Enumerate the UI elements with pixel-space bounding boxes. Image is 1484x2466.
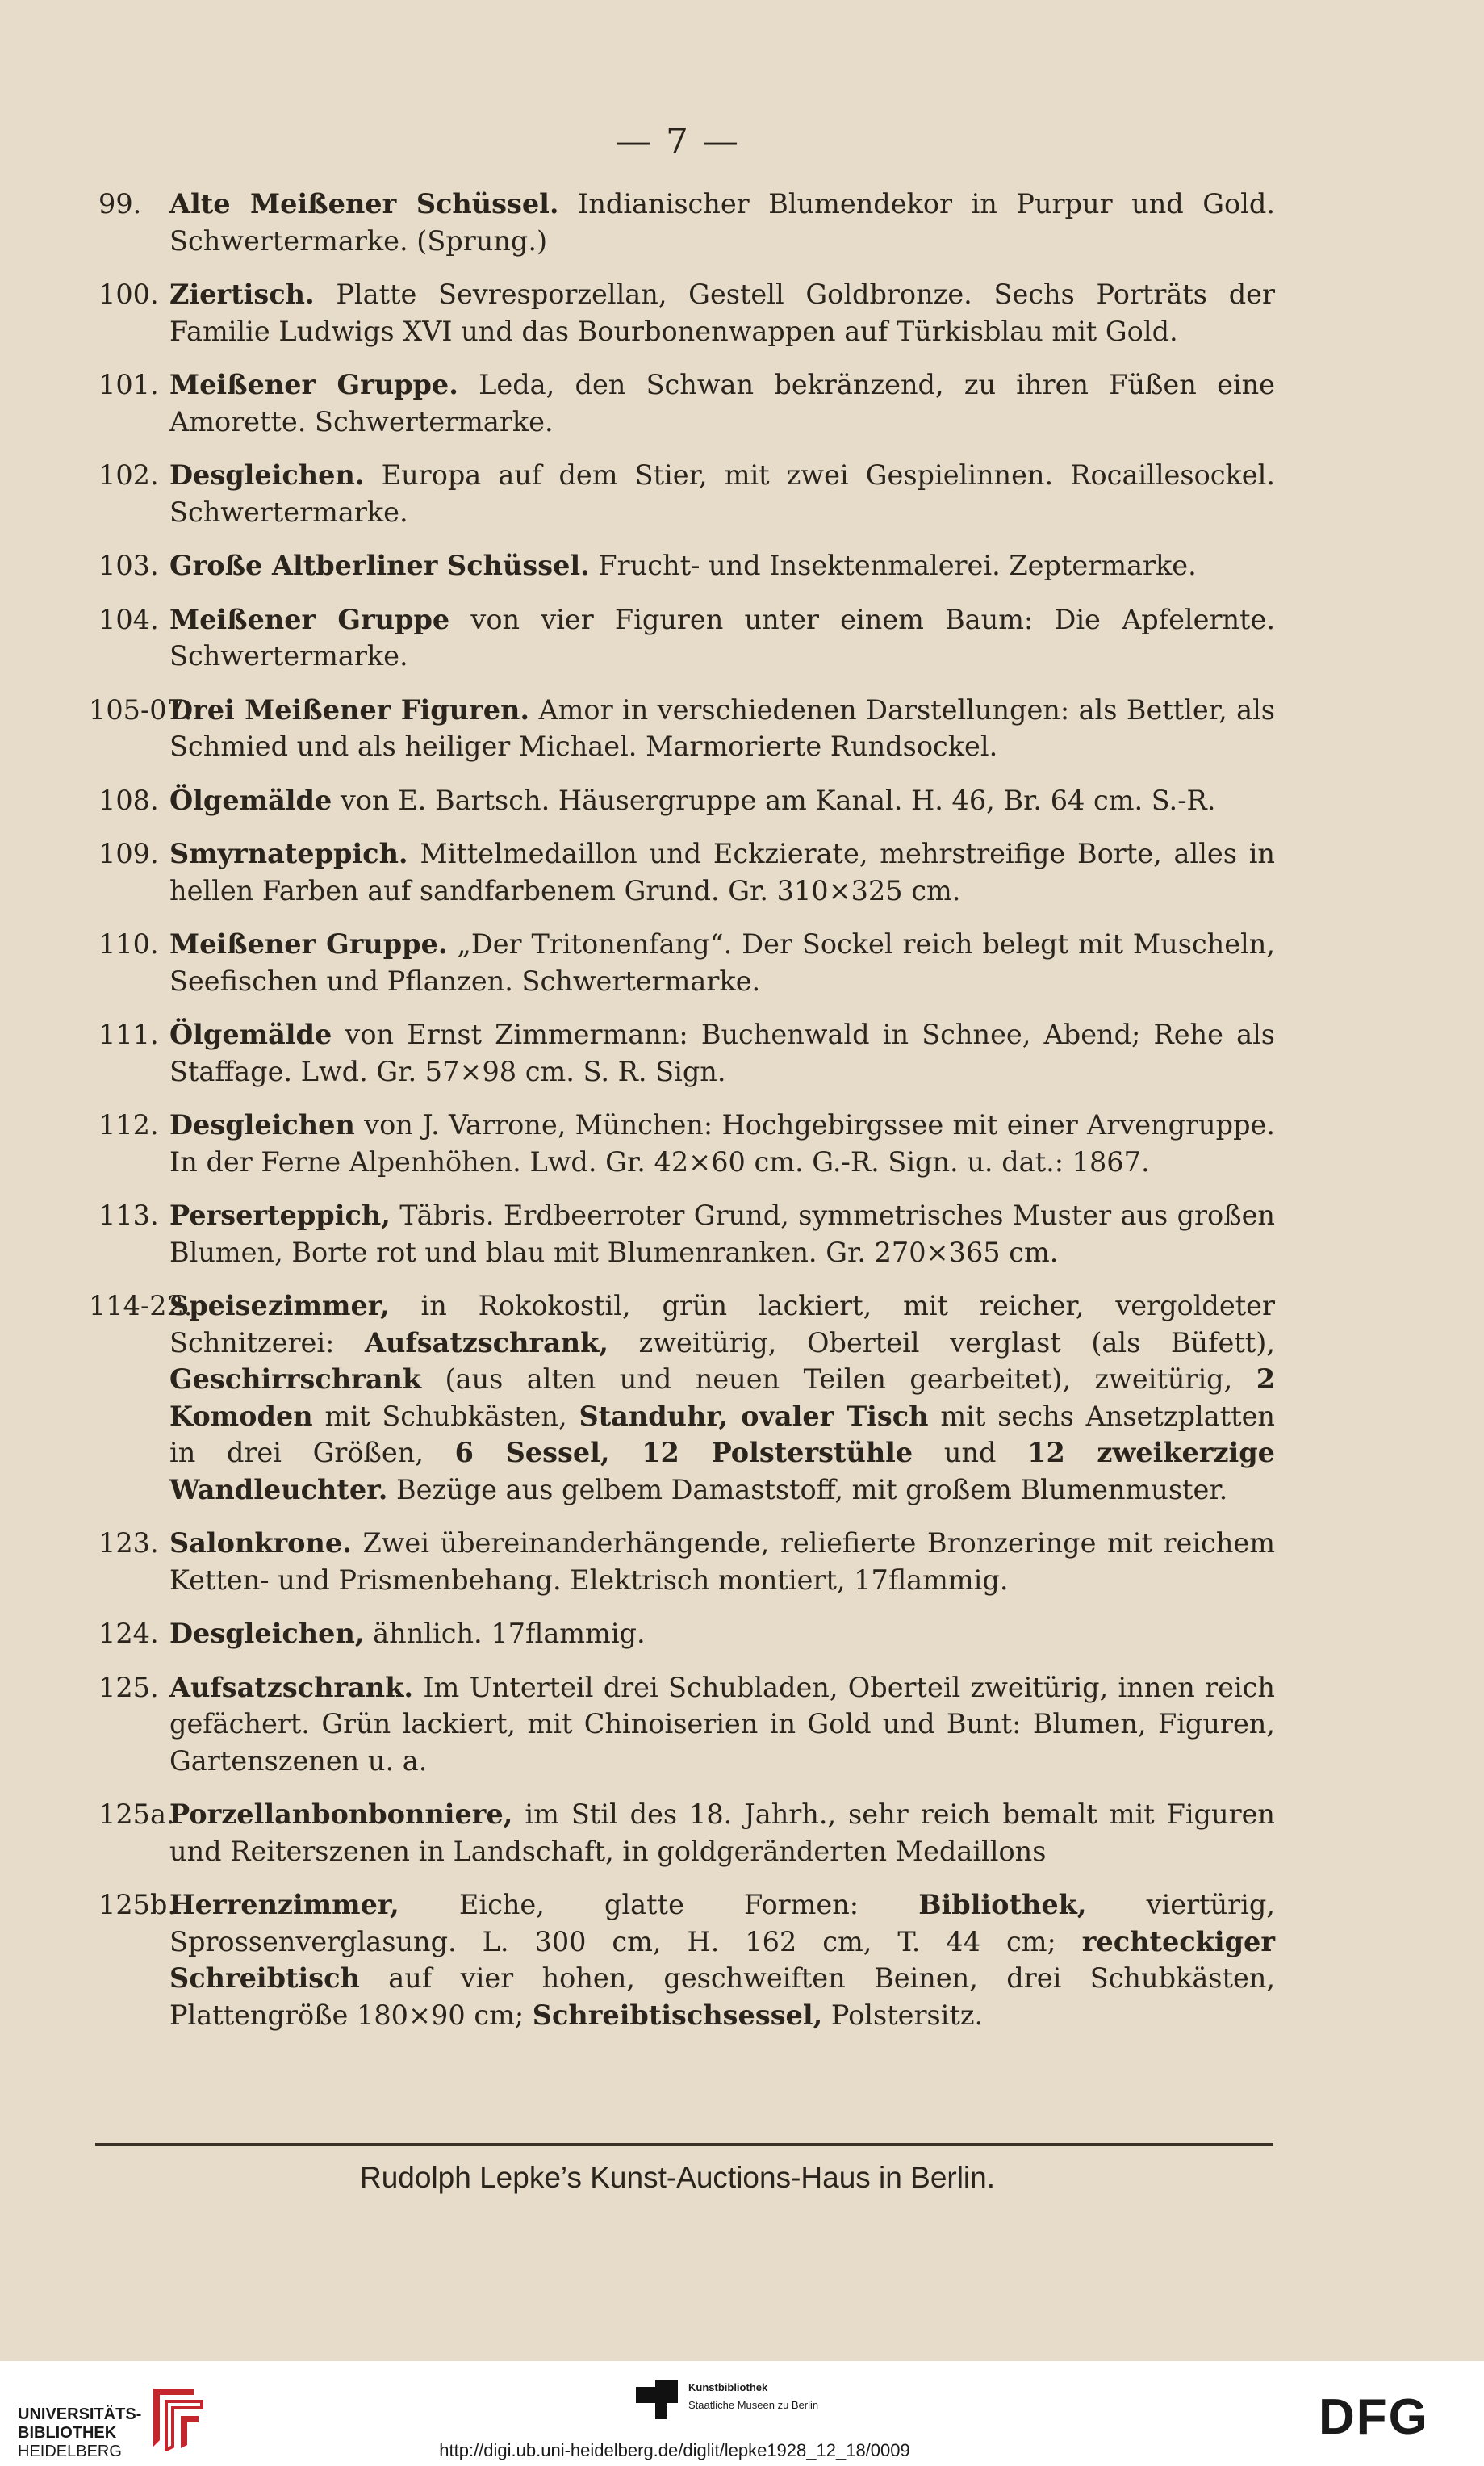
entry-title: Alte Meißener Schüssel. [169,188,559,220]
entry-number: 108. [98,784,159,816]
entry-text: auf vier hohen, geschweiften Beinen, drei Schubkästen, Plattengröße 180×90 cm; [169,1962,1275,2031]
entry-text: Europa auf dem Stier, mit zwei Gespielinnen. Rocaillesockel. Schwertermarke. [169,459,1275,528]
catalog-entry [89,1197,1275,1271]
catalog-entry [89,1016,1275,1090]
entry-number: 110. [98,928,159,960]
entry-number: 112. [98,1109,159,1141]
entry-title: Ziertisch. [169,278,315,310]
entry-text: mit sechs Ansetzplatten in drei Größen, [169,1400,1275,1468]
entry-title: rechteckiger Schreibtisch [169,1925,1275,1994]
entry-text: in Rokokostil, grün lackiert, mit reicher, vergoldeter Schnitzerei: [169,1290,1275,1359]
entry-title: Ölgemälde [169,1019,332,1050]
entry-title: Geschirrschrank [169,1363,422,1395]
entry-text: Amor in verschiedenen Darstellungen: als Bettler, als Schmied und als heiliger Michael. Marmorierte Rundsockel. [169,693,1276,762]
catalog-entry [89,1525,1275,1598]
entry-number: 103. [98,550,159,581]
catalog-entry [89,601,1275,675]
catalog-entry [89,366,1275,440]
entry-number: 124. [98,1618,159,1649]
catalog-entry [89,1669,1275,1780]
entry-text: Zwei übereinanderhängende, reliefierte Bronzeringe mit reichem Ketten- und Prismenbehang. Elektrisch montiert, 17flammig. [169,1527,1275,1596]
entry-text: zweitürig, Oberteil verglast (als Büfett), [608,1326,1275,1359]
entry-number: 100. [98,278,159,310]
kunstbibliothek-mark-icon [634,2379,679,2421]
entry-text: von J. Varrone, München: Hochgebirgssee mit einer Arvengruppe. In der Ferne Alpenhöhen. Lwd. Gr. 42×60 cm. G.-R. Sign. u. dat.: 1867. [169,1109,1275,1178]
entry-text: Bezüge aus gelbem Damaststoff, mit großem Blumenmuster. [387,1473,1228,1505]
entry-number: 109. [98,838,159,869]
entry-number: 99. [98,188,142,220]
entry-title: Aufsatzschrank. [169,1671,414,1703]
entry-title: Meißener Gruppe. [169,928,448,960]
publisher-footer: Rudolph Lepke’s Kunst-Auctions-Haus in Berlin. [359,2161,996,2194]
entry-text: ähnlich. 17flammig. [364,1618,646,1649]
catalog-entry [89,1287,1275,1508]
entry-text: Frucht- und Insektenmalerei. Zeptermarke. [589,550,1197,581]
entry-number: 104. [98,603,159,635]
entry-title: 2 Komoden [169,1363,1275,1432]
catalog-entries [89,186,1275,2050]
catalog-entry [89,692,1275,765]
entry-text: (aus alten und neuen Teilen gearbeitet), zweitürig, [421,1363,1256,1395]
entry-text: viertürig, Sprossenverglasung. L. 300 cm, H. 162 cm, T. 44 cm; [169,1889,1275,1957]
entry-number: 113. [98,1200,159,1231]
entry-text: Täbris. Erdbeerroter Grund, symmetrisches Muster aus großen Blumen, Borte rot und blau mit Blumenranken. Gr. 270×365 cm. [169,1200,1275,1268]
entry-text: Platte Sevresporzellan, Gestell Goldbronze. Sechs Porträts der Familie Ludwigs XVI und das Bourbonenwappen auf Türkisblau mit Gold. [169,278,1275,347]
catalog-entry [89,547,1275,584]
entry-title: Speisezimmer, [169,1290,390,1321]
footer-rule [95,2143,1273,2146]
entry-title: Ölgemälde [169,784,332,816]
entry-title: Bibliothek, [918,1889,1087,1920]
entry-title: 12 zweikerzige Wandleuchter. [169,1437,1275,1505]
entry-title: Meißener Gruppe. [169,369,458,400]
library-name: UNIVERSITÄTS- BIBLIOTHEK HEIDELBERG [18,2405,142,2460]
entry-number: 125. [98,1671,159,1703]
catalog-entry [89,276,1275,350]
entry-text: von E. Bartsch. Häusergruppe am Kanal. H. 46, Br. 64 cm. S.-R. [332,784,1216,816]
entry-text: Polstersitz. [822,1999,984,2031]
entry-title: Desgleichen, [169,1618,365,1649]
catalog-entry [89,457,1275,530]
entry-text: „Der Tritonenfang“. Der Sockel reich belegt mit Muscheln, Seefischen und Pflanzen. Schwertermarke. [169,928,1275,997]
entry-text: im Stil des 18. Jahrh., sehr reich bemalt mit Figuren und Reiterszenen in Landschaft, in goldgeränderten Medaillons [169,1798,1275,1867]
permalink-url[interactable]: http://digi.ub.uni-heidelberg.de/diglit/lepke1928_12_18/0009 [439,2440,910,2460]
entry-title: Salonkrone. [169,1527,352,1559]
entry-title: Herrenzimmer, [169,1889,399,1920]
catalog-entry [89,1107,1275,1180]
catalog-entry [89,1796,1275,1869]
entry-title: Drei Meißener Figuren. [169,693,530,726]
entry-text: Eiche, glatte Formen: [399,1889,919,1920]
entry-number: 114-22. [89,1290,193,1321]
entry-number: 123. [98,1527,159,1559]
catalog-entry [89,835,1275,909]
entry-number: 101. [98,369,159,400]
entry-text: Indianischer Blumendekor in Purpur und Gold. Schwertermarke. (Sprung.) [169,188,1275,257]
kunstbibliothek-logo[interactable] [634,2376,860,2424]
catalog-entry [89,186,1275,259]
entry-title: Aufsatzschrank, [365,1326,609,1359]
brand-bar [0,2361,1484,2466]
entry-title: Standuhr, ovaler Tisch [579,1400,929,1432]
catalog-entry [89,1615,1275,1652]
kunstbibliothek-text: Kunstbibliothek Staatliche Museen zu Berlin [688,2381,819,2411]
entry-number: 102. [98,459,159,491]
entry-title: Porzellanbonbonniere, [169,1798,513,1830]
entry-text: von vier Figuren unter einem Baum: Die Apfelernte. Schwertermarke. [169,603,1275,672]
catalog-entry [89,1886,1275,2033]
entry-text: Leda, den Schwan bekränzend, zu ihren Füßen eine Amorette. Schwertermarke. [169,369,1276,438]
entry-number: 105-07. [89,693,193,726]
page-number: — 7 — [616,121,740,162]
entry-title: Meißener Gruppe [169,603,450,635]
catalog-entry [89,782,1275,819]
entry-title: Schreibtischsessel, [532,1999,823,2031]
entry-title: Smyrnateppich. [169,838,408,869]
entry-number: 111. [98,1019,159,1050]
entry-number: 125b. [98,1889,177,1920]
entry-title: Große Altberliner Schüssel. [169,550,590,581]
entry-text: und [913,1437,1028,1468]
svg-text:DFG: DFG [1319,2392,1429,2440]
entry-text: Mittelmedaillon und Eckzierate, mehrstreifige Borte, alles in hellen Farben auf sandfarbenem Grund. Gr. 310×325 cm. [169,838,1275,906]
entry-title: Desgleichen [169,1109,355,1141]
entry-title: Desgleichen. [169,459,365,491]
entry-text: von Ernst Zimmermann: Buchenwald in Schnee, Abend; Rehe als Staffage. Lwd. Gr. 57×98 cm. S. R. Sign. [169,1019,1275,1087]
entry-text: Im Unterteil drei Schubladen, Oberteil zweitürig, innen reich gefächert. Grün lackiert, mit Chinoiserien in Gold und Bunt: Blumen, Figuren, Gartenszenen u. a. [169,1671,1275,1777]
entry-title: Perserteppich, [169,1200,391,1231]
entry-number: 125a. [98,1798,175,1830]
dfg-logo[interactable] [1319,2392,1464,2440]
catalog-entry [89,926,1275,999]
entry-text: mit Schubkästen, [312,1400,579,1432]
entry-title: 6 Sessel, 12 Polsterstühle [454,1437,913,1468]
